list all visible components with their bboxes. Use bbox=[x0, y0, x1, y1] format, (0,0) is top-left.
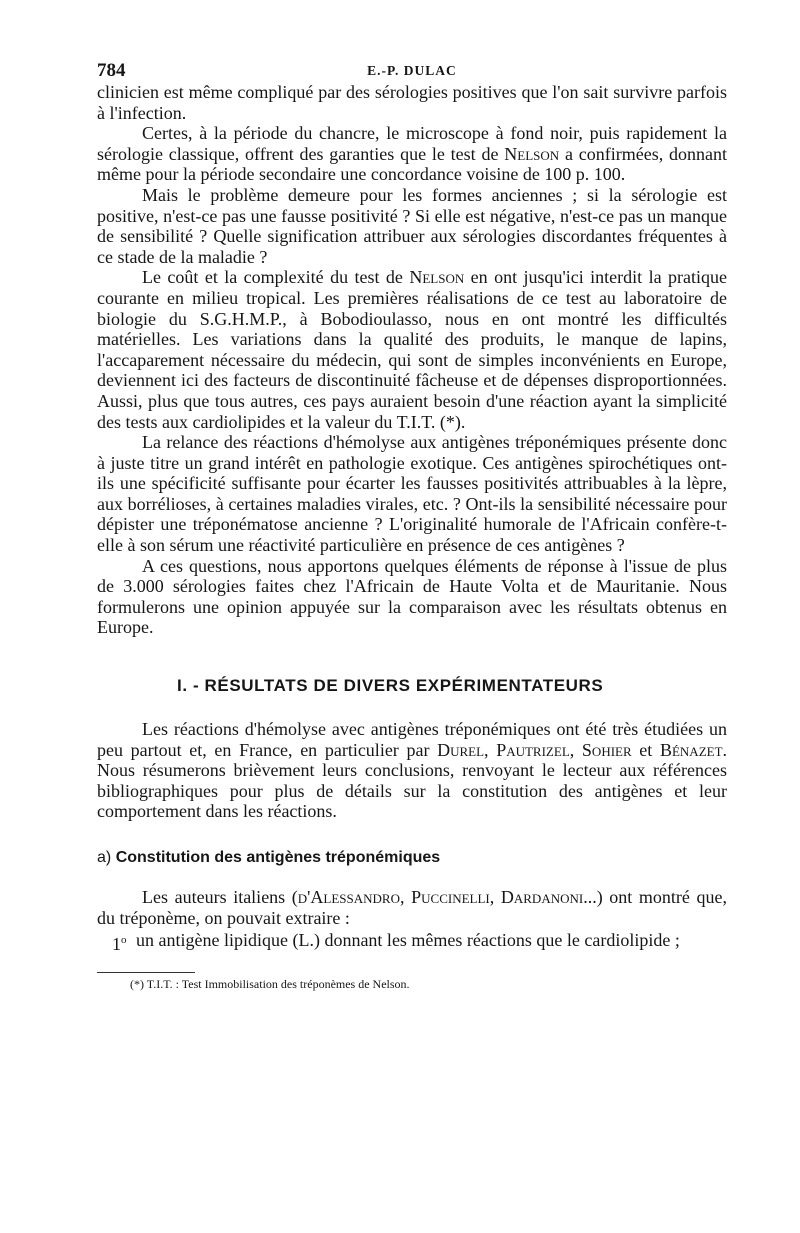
list-number: 1$^o$ bbox=[112, 934, 127, 955]
author-name: Durel bbox=[437, 739, 485, 760]
paragraph-2: Certes, à la période du chancre, le microscope à fond noir, puis rapidement la sérologie classique, offrent des garanties que le test de Nelson a confirmées, donnant même pour la période secondaire une concordance voisine de 100 p. 100. bbox=[97, 123, 727, 185]
author-name: Puccinelli bbox=[411, 887, 490, 907]
section-heading: I. - RÉSULTATS DE DIVERS EXPÉRIMENTATEURS bbox=[177, 676, 604, 696]
footnote: (*) T.I.T. : Test Immobilisation des tréponèmes de Nelson. bbox=[130, 976, 410, 991]
author-name: Pautrizel bbox=[496, 739, 570, 760]
paragraph-3: Mais le problème demeure pour les formes anciennes ; si la sérologie est positive, n'est-ce pas une fausse positivité ? Si elle est négative, n'est-ce pas un manque de sensibilité ? Quelle signification attribuer aux sérologies discordantes fréquentes à ce stade de la maladie ? bbox=[97, 184, 727, 267]
author-name: Bénazet bbox=[659, 739, 723, 760]
subsection-title: Constitution des antigènes tréponémiques bbox=[115, 849, 441, 866]
author-name: Nelson bbox=[504, 143, 560, 164]
list-item-text: un antigène lipidique (L.) donnant les mêmes réactions que le cardiolipide ; bbox=[136, 930, 680, 951]
author-name: Dardanoni bbox=[500, 887, 584, 907]
list-item bbox=[97, 930, 727, 955]
author-name: d'Alessandro bbox=[297, 887, 400, 907]
subsection-heading bbox=[97, 849, 727, 867]
footnote-divider bbox=[97, 972, 195, 973]
page-number: 784 bbox=[97, 60, 126, 81]
paragraph-5: La relance des réactions d'hémolyse aux antigènes tréponémiques présente donc à juste titre un grand intérêt en pathologie exotique. Ces antigènes spirochétiques ont-ils une spécificité suffisante pour écarter les fausses positivités attribuables à la lèpre, aux borrélioses, à certaines maladies virales, etc. ? Ont-ils la sensibilité nécessaire pour dépister une tréponématose ancienne ? L'originalité humorale de l'Africain confère-t-elle à son sérum une réactivité particulière en présence de ces antigènes ? bbox=[97, 432, 727, 556]
page-header bbox=[97, 52, 727, 82]
page bbox=[97, 52, 727, 991]
section-paragraph: Les réactions d'hémolyse avec antigènes tréponémiques ont été très étudiées un peu partout et, en France, en particulier par Durel, Pautrizel, Sohier et Bénazet. Nous résumerons brièvement leurs conclusions, renvoyant le lecteur aux références bibliographiques pour plus de détails sur la constitution des antigènes et leur comportement dans les réactions. bbox=[97, 719, 728, 822]
subsection-paragraph: Les auteurs italiens (d'Alessandro, Puccinelli, Dardanoni...) ont montré que, du tréponème, on pouvait extraire : bbox=[97, 887, 728, 928]
subsection-letter: a) bbox=[97, 849, 112, 866]
author-name: Nelson bbox=[409, 267, 465, 288]
paragraph-1: clinicien est même compliqué par des sérologies positives que l'on sait survivre parfois à l'infection. bbox=[97, 82, 727, 123]
running-head: E.-P. DULAC bbox=[367, 63, 457, 78]
paragraph-4: Le coût et la complexité du test de Nelson en ont jusqu'ici interdit la pratique courante en milieu tropical. Les premières réalisations de ce test au laboratoire de biologie du S.G.H.M.P., à Bobodioulasso, nous en ont montré les difficultés matérielles. Les variations dans la qualité des produits, le manque de lapins, l'accaparement nécessaire du médecin, qui sont de simples inconvénients en Europe, deviennent ici des facteurs de discontinuité fâcheuse et de dépenses disproportionnées. Aussi, plus que tous autres, ces pays auraient besoin d'une réaction ayant la simplicité des tests aux cardiolipides et la valeur du T.I.T. (*). bbox=[97, 267, 727, 432]
paragraph-6: A ces questions, nous apportons quelques éléments de réponse à l'issue de plus de 3.000 sérologies faites chez l'Africain de Haute Volta et de Mauritanie. Nous formulerons une opinion appuyée sur la comparaison avec les résultats obtenus en Europe. bbox=[97, 555, 727, 638]
author-name: Sohier bbox=[581, 739, 632, 760]
